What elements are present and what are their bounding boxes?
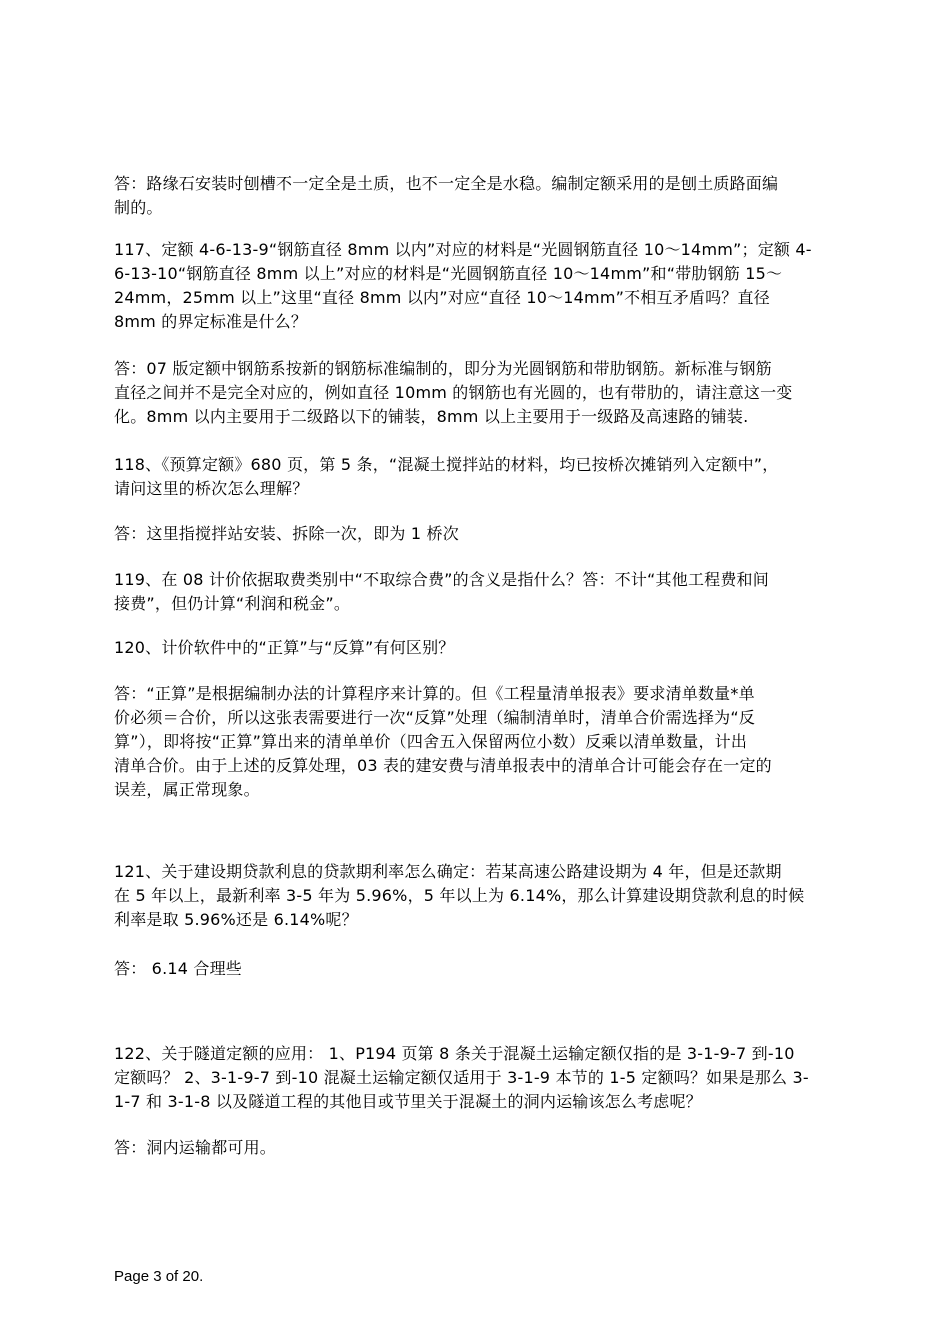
- question-118: [114, 453, 840, 501]
- text-line: 算”），即将按“正算”算出来的清单单价（四舍五入保留两位小数）反乘以清单数量，计出: [114, 732, 748, 751]
- text-line: 答：07 版定额中钢筋系按新的钢筋标准编制的，即分为光圆钢筋和带肋钢筋。新标准与钢筋: [114, 359, 772, 378]
- text-line: 误差，属正常现象。: [114, 780, 260, 799]
- text-line: 117、定额 4-6-13-9“钢筋直径 8mm 以内”对应的材料是“光圆钢筋直径 10～14mm”；定额 4-: [114, 240, 812, 259]
- text-line: 答：“正算”是根据编制办法的计算程序来计算的。但《工程量清单报表》要求清单数量*单: [114, 684, 755, 703]
- text-line: 接费”，但仍计算“利润和税金”。: [114, 594, 351, 613]
- text-line: 化。8mm 以内主要用于二级路以下的铺装，8mm 以上主要用于一级路及高速路的铺装.: [114, 407, 749, 426]
- answer-122: [114, 1136, 840, 1160]
- text-line: 6-13-10“钢筋直径 8mm 以上”对应的材料是“光圆钢筋直径 10～14mm”和“带肋钢筋 15～: [114, 264, 783, 283]
- text-line: 清单合价。由于上述的反算处理，03 表的建安费与清单报表中的清单合计可能会存在一定的: [114, 756, 772, 775]
- text-line: 121、关于建设期贷款利息的贷款期利率怎么确定：若某高速公路建设期为 4 年，但是还款期: [114, 862, 782, 881]
- text-line: 定额吗？ 2、3-1-9-7 到-10 混凝土运输定额仅适用于 3-1-9 本节的 1-5 定额吗？如果是那么 3-: [114, 1068, 809, 1087]
- answer-121: [114, 957, 840, 981]
- text-line: 在 5 年以上，最新利率 3-5 年为 5.96%，5 年以上为 6.14%，那么计算建设期贷款利息的时候: [114, 886, 805, 905]
- text-line: 8mm 的界定标准是什么？: [114, 312, 308, 331]
- text-line: 119、在 08 计价依据取费类别中“不取综合费”的含义是指什么？答：不计“其他工程费和间: [114, 570, 769, 589]
- text-line: 制的。: [114, 198, 163, 217]
- answer-120: [114, 682, 840, 802]
- question-122: [114, 1042, 840, 1114]
- text-line: 直径之间并不是完全对应的，例如直径 10mm 的钢筋也有光圆的，也有带肋的，请注意这一变: [114, 383, 793, 402]
- answer-117: [114, 357, 840, 429]
- text-line: 120、计价软件中的“正算”与“反算”有何区别？: [114, 638, 455, 657]
- question-119: [114, 568, 840, 616]
- question-120: [114, 636, 840, 660]
- text-line: 答：路缘石安装时刨槽不一定全是土质，也不一定全是水稳。编制定额采用的是刨土质路面编: [114, 174, 779, 193]
- text-line: 24mm，25mm 以上”这里“直径 8mm 以内”对应“直径 10～14mm”不相互矛盾吗？直径: [114, 288, 770, 307]
- text-line: 价必须＝合价，所以这张表需要进行一次“反算”处理（编制清单时，清单合价需选择为“反: [114, 708, 756, 727]
- page-number-footer: Page 3 of 20.: [114, 1268, 204, 1285]
- question-117: [114, 238, 840, 334]
- question-121: [114, 860, 840, 932]
- text-line: 122、关于隧道定额的应用： 1、P194 页第 8 条关于混凝土运输定额仅指的是 3-1-9-7 到-10: [114, 1044, 795, 1063]
- answer-116: [114, 172, 840, 220]
- text-line: 答：洞内运输都可用。: [114, 1138, 277, 1157]
- text-line: 答：这里指搅拌站安装、拆除一次，即为 1 桥次: [114, 524, 459, 543]
- text-line: 答： 6.14 合理些: [114, 959, 242, 978]
- text-line: 118、《预算定额》680 页，第 5 条，“混凝土搅拌站的材料，均已按桥次摊销列入定额中”，: [114, 455, 779, 474]
- text-line: 1-7 和 3-1-8 以及隧道工程的其他目或节里关于混凝土的洞内运输该怎么考虑呢？: [114, 1092, 702, 1111]
- text-line: 请问这里的桥次怎么理解？: [114, 479, 309, 498]
- text-line: 利率是取 5.96%还是 6.14%呢？: [114, 910, 358, 929]
- answer-118: [114, 522, 840, 546]
